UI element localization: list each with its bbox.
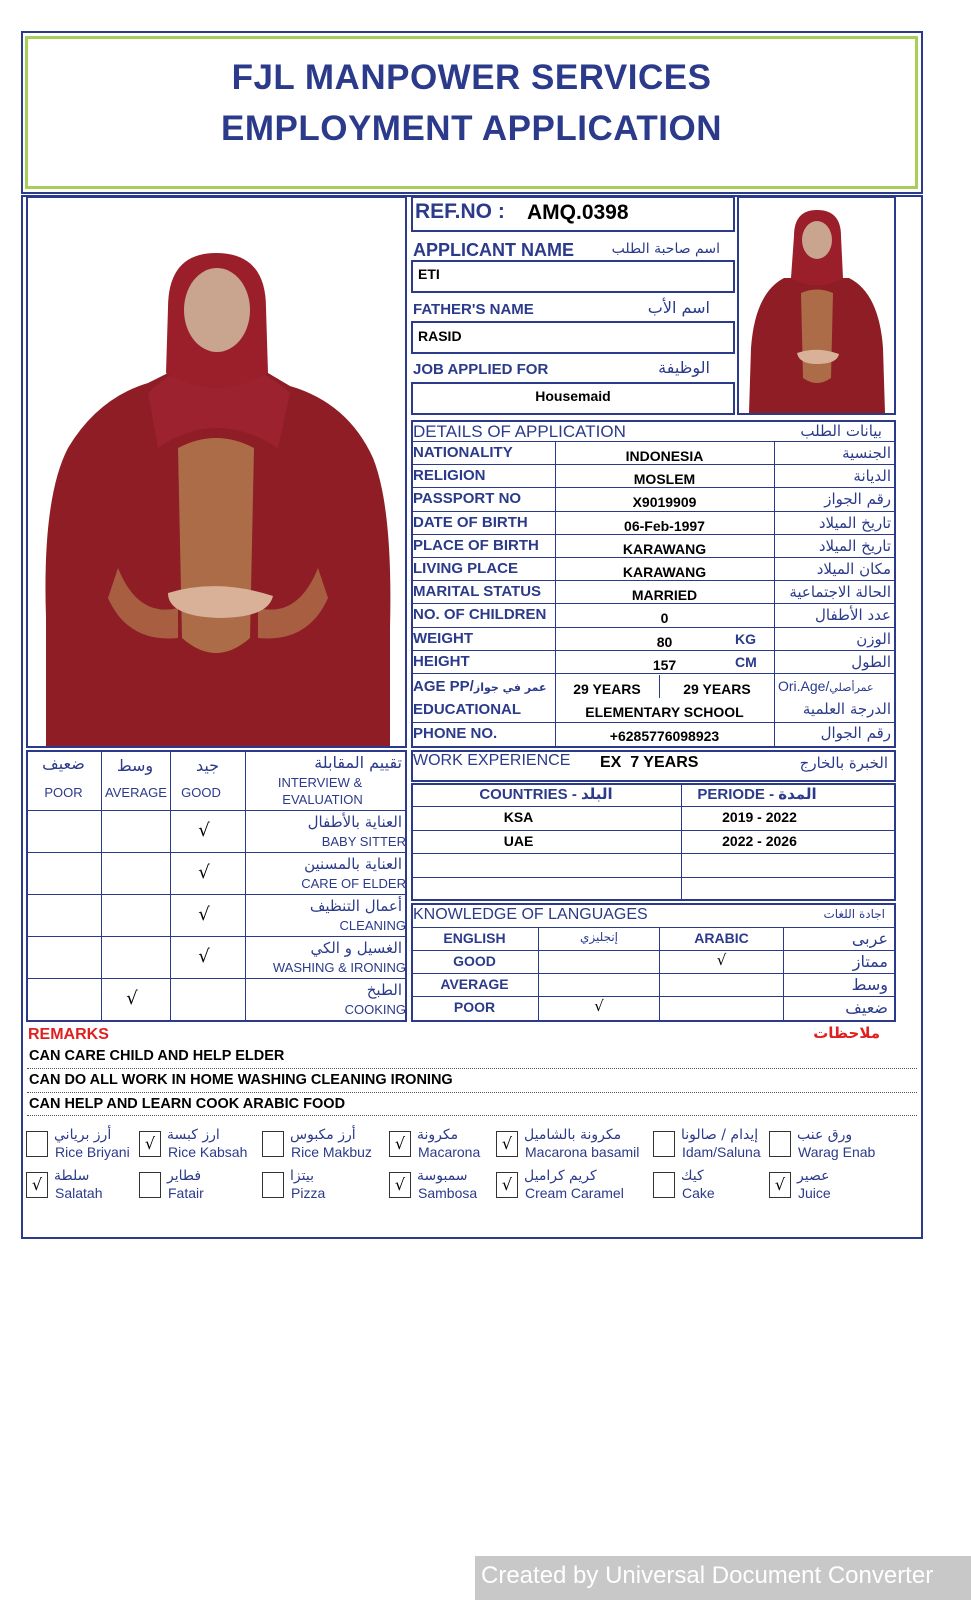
detail-label: WEIGHT <box>413 630 473 647</box>
detail-row-divider <box>411 464 896 465</box>
food-checkbox[interactable] <box>26 1131 48 1157</box>
eval-title-en2: EVALUATION <box>282 792 363 807</box>
phone-label: PHONE NO. <box>413 725 498 742</box>
food-name-ar: أرز برياني <box>54 1127 112 1143</box>
lang-english: ENGLISH <box>443 930 506 946</box>
detail-label-ar: تاريخ الميلاد <box>818 514 891 532</box>
job-label: JOB APPLIED FOR <box>413 361 549 378</box>
eval-poor-ar: ضعيف <box>42 754 85 773</box>
job-value: Housemaid <box>535 388 611 404</box>
food-checkbox[interactable] <box>653 1131 675 1157</box>
detail-value: KARAWANG <box>622 564 707 580</box>
eval-skill-ar: العناية بالمسنين <box>304 855 402 873</box>
col-countries: COUNTRIES - البلد <box>479 786 613 803</box>
detail-row-divider <box>411 511 896 512</box>
eval-title-en1: INTERVIEW & <box>277 775 363 790</box>
details-title: DETAILS OF APPLICATION <box>413 422 626 441</box>
food-name-ar: سلطة <box>54 1168 90 1184</box>
eval-check-mark: √ <box>126 988 138 1009</box>
detail-label-ar: رقم الجواز <box>824 490 891 508</box>
food-checkbox[interactable]: √ <box>139 1131 161 1157</box>
food-name-ar: سمبوسة <box>417 1168 468 1184</box>
food-name: Macarona basamil <box>525 1144 640 1160</box>
job-label-ar: الوظيفة <box>658 358 710 377</box>
detail-row-divider <box>411 650 896 651</box>
food-name-ar: مكرونة <box>417 1127 459 1143</box>
food-checkbox[interactable] <box>653 1172 675 1198</box>
eval-good-ar: جيد <box>195 756 220 775</box>
applicant-name-label-ar: اسم صاحبة الطلب <box>611 241 720 257</box>
father-name-label-ar: اسم الأب <box>647 298 710 317</box>
food-name-ar: ارز كبسة <box>167 1127 220 1143</box>
remarks-label: REMARKS <box>28 1026 109 1043</box>
food-name-ar: كيك <box>681 1168 704 1184</box>
food-checkbox[interactable] <box>769 1131 791 1157</box>
eval-skill-ar: الغسيل و الكي <box>310 939 402 957</box>
detail-label: NO. OF CHILDREN <box>413 606 547 623</box>
eval-row-divider <box>26 894 407 895</box>
education-value: ELEMENTARY SCHOOL <box>585 704 744 720</box>
detail-label: MARITAL STATUS <box>413 583 542 600</box>
languages-title-ar: اجادة اللغات <box>823 907 885 921</box>
detail-value: MARRIED <box>631 587 698 603</box>
education-label: EDUCATIONAL <box>413 701 522 718</box>
father-name-label: FATHER'S NAME <box>413 301 534 318</box>
detail-label-ar: عدد الأطفال <box>815 606 891 624</box>
food-name-ar: كريم كراميل <box>524 1168 597 1184</box>
food-name: Warag Enab <box>798 1144 876 1160</box>
detail-label-ar: مكان الميلاد <box>816 560 891 578</box>
detail-value: 80 <box>656 634 673 650</box>
work-experience-label: WORK EXPERIENCE <box>413 752 571 769</box>
lang-english-ar: إنجليزي <box>579 930 619 944</box>
eval-skill-ar: الطبخ <box>366 981 402 999</box>
eval-title-ar: تقييم المقابلة <box>314 753 402 772</box>
food-name: Rice Kabsah <box>168 1144 248 1160</box>
food-name: Fatair <box>168 1185 204 1201</box>
food-checkbox[interactable] <box>139 1172 161 1198</box>
father-name-value: RASID <box>418 328 462 344</box>
lang-level-ar: وسط <box>851 975 888 994</box>
detail-label-ar: الحالة الاجتماعية <box>789 583 891 601</box>
detail-label: PLACE OF BIRTH <box>413 537 539 554</box>
lang-level: AVERAGE <box>440 976 509 992</box>
detail-label: RELIGION <box>413 467 486 484</box>
detail-unit: CM <box>735 654 757 670</box>
detail-value: 06-Feb-1997 <box>624 518 705 534</box>
details-title-ar: بيانات الطلب <box>800 422 882 440</box>
food-checkbox[interactable]: √ <box>496 1131 518 1157</box>
eval-skill: BABY SITTER <box>321 834 406 849</box>
lang-arabic-check: √ <box>716 951 727 969</box>
food-name-ar: عصير <box>797 1168 830 1184</box>
detail-value: KARAWANG <box>622 541 707 557</box>
food-name-ar: إيدام / صالونا <box>681 1127 759 1143</box>
age-ori-value: 29 YEARS <box>683 681 751 697</box>
ori-age-label: Ori.Age/عمرأصلي <box>778 678 874 694</box>
lang-english-check: √ <box>594 997 604 1015</box>
food-name: Cake <box>682 1185 715 1201</box>
food-checkbox[interactable] <box>262 1172 284 1198</box>
detail-row-divider <box>411 603 896 604</box>
food-name: Sambosa <box>418 1185 478 1201</box>
remark-line-2: CAN DO ALL WORK IN HOME WASHING CLEANING IRONING <box>29 1072 453 1088</box>
company-name: FJL MANPOWER SERVICES <box>231 58 712 97</box>
food-name-ar: أرز مكبوس <box>290 1127 356 1143</box>
eval-row-divider <box>26 852 407 853</box>
applicant-name-label: APPLICANT NAME <box>413 240 574 260</box>
portrait-photo <box>737 196 896 415</box>
detail-value: X9019909 <box>632 494 697 510</box>
ref-no-value: AMQ.0398 <box>527 201 629 224</box>
detail-value: MOSLEM <box>633 471 696 487</box>
col-period: PERIODE - المدة <box>697 786 817 803</box>
food-name: Juice <box>798 1185 831 1201</box>
lang-level: GOOD <box>453 953 496 969</box>
food-name: Pizza <box>291 1185 326 1201</box>
detail-value: 0 <box>660 610 669 626</box>
education-ar: الدرجة العلمية <box>802 700 891 718</box>
work-country-2: UAE <box>503 833 534 849</box>
applicant-name-value: ETI <box>418 266 440 282</box>
remark-line-3: CAN HELP AND LEARN COOK ARABIC FOOD <box>29 1096 346 1112</box>
eval-check-mark: √ <box>198 904 210 925</box>
eval-row-divider <box>26 978 407 979</box>
lang-arabic: ARABIC <box>694 930 749 946</box>
work-country-1: KSA <box>503 809 534 825</box>
form-title: EMPLOYMENT APPLICATION <box>221 109 722 148</box>
eval-avg: AVERAGE <box>105 785 167 800</box>
eval-check-mark: √ <box>198 946 210 967</box>
applicant-name-field <box>411 260 735 293</box>
languages-title: KNOWLEDGE OF LANGUAGES <box>413 906 648 923</box>
detail-label: DATE OF BIRTH <box>413 514 528 531</box>
detail-label-ar: الجنسية <box>842 444 891 462</box>
detail-label-ar: الديانة <box>853 467 891 485</box>
detail-label-ar: تاريخ الميلاد <box>818 537 891 555</box>
detail-row-divider <box>411 580 896 581</box>
work-period-1: 2019 - 2022 <box>722 809 797 825</box>
eval-avg-ar: وسط <box>116 756 154 775</box>
eval-good: GOOD <box>181 785 221 800</box>
food-name-ar: مكرونة بالشاميل <box>524 1127 622 1143</box>
phone-ar: رقم الجوال <box>820 724 891 742</box>
food-name: Rice Briyani <box>55 1144 130 1160</box>
eval-skill-ar: أعمال التنظيف <box>309 897 402 915</box>
remark-line-1: CAN CARE CHILD AND HELP ELDER <box>29 1048 285 1064</box>
lang-level-ar: ممتاز <box>852 952 888 971</box>
detail-label: NATIONALITY <box>413 444 513 461</box>
food-name-ar: ورق عنب <box>797 1127 853 1143</box>
food-checkbox[interactable]: √ <box>26 1172 48 1198</box>
lang-level-ar: ضعيف <box>845 998 888 1017</box>
eval-row-divider <box>26 936 407 937</box>
detail-label: HEIGHT <box>413 653 470 670</box>
eval-skill: CLEANING <box>339 918 406 933</box>
eval-check-mark: √ <box>198 862 210 883</box>
ref-no-label: REF.NO : <box>415 200 505 223</box>
food-name: Rice Makbuz <box>291 1144 372 1160</box>
eval-skill: WASHING & IRONING <box>272 960 406 975</box>
detail-value: INDONESIA <box>625 448 704 464</box>
detail-label-ar: الطول <box>851 653 891 671</box>
eval-skill: CARE OF ELDER <box>301 876 406 891</box>
food-checkbox[interactable]: √ <box>389 1172 411 1198</box>
detail-label-ar: الوزن <box>856 630 891 648</box>
food-checkbox[interactable]: √ <box>769 1172 791 1198</box>
work-period-2: 2022 - 2026 <box>722 833 797 849</box>
work-experience-ar: الخبرة بالخارج <box>799 754 888 772</box>
age-label: AGE PP/عمر في جواز <box>413 678 547 695</box>
food-name: Salatah <box>55 1185 103 1201</box>
eval-check-mark: √ <box>198 820 210 841</box>
eval-poor: POOR <box>44 785 83 800</box>
food-checkbox[interactable]: √ <box>496 1172 518 1198</box>
detail-label: PASSPORT NO <box>413 490 522 507</box>
food-checkbox[interactable]: √ <box>389 1131 411 1157</box>
detail-label: LIVING PLACE <box>413 560 519 577</box>
food-name: Cream Caramel <box>525 1185 624 1201</box>
detail-row-divider <box>411 627 896 628</box>
food-name: Idam/Saluna <box>682 1144 761 1160</box>
detail-row-divider <box>411 557 896 558</box>
detail-row-divider <box>411 487 896 488</box>
eval-skill: COOKING <box>344 1002 406 1017</box>
remarks-label-ar: ملاحظات <box>813 1024 880 1042</box>
food-checkbox[interactable] <box>262 1131 284 1157</box>
detail-unit: KG <box>735 631 756 647</box>
lang-level: POOR <box>453 999 496 1015</box>
lang-arabic-ar: عربى <box>851 929 888 948</box>
food-name-ar: بيتزا <box>290 1168 314 1184</box>
age-pp-value: 29 YEARS <box>573 681 641 697</box>
eval-skill-ar: العناية بالأطفال <box>307 813 402 831</box>
detail-value: 157 <box>652 657 677 673</box>
watermark: Created by Universal Document Converter <box>475 1556 971 1600</box>
detail-row-divider <box>411 673 896 674</box>
detail-row-divider <box>411 534 896 535</box>
food-name-ar: فطاير <box>167 1168 202 1184</box>
work-experience-value: EX 7 YEARS <box>600 754 699 771</box>
phone-value: +6285776098923 <box>609 728 720 744</box>
full-body-photo <box>26 196 407 748</box>
food-name: Macarona <box>418 1144 481 1160</box>
